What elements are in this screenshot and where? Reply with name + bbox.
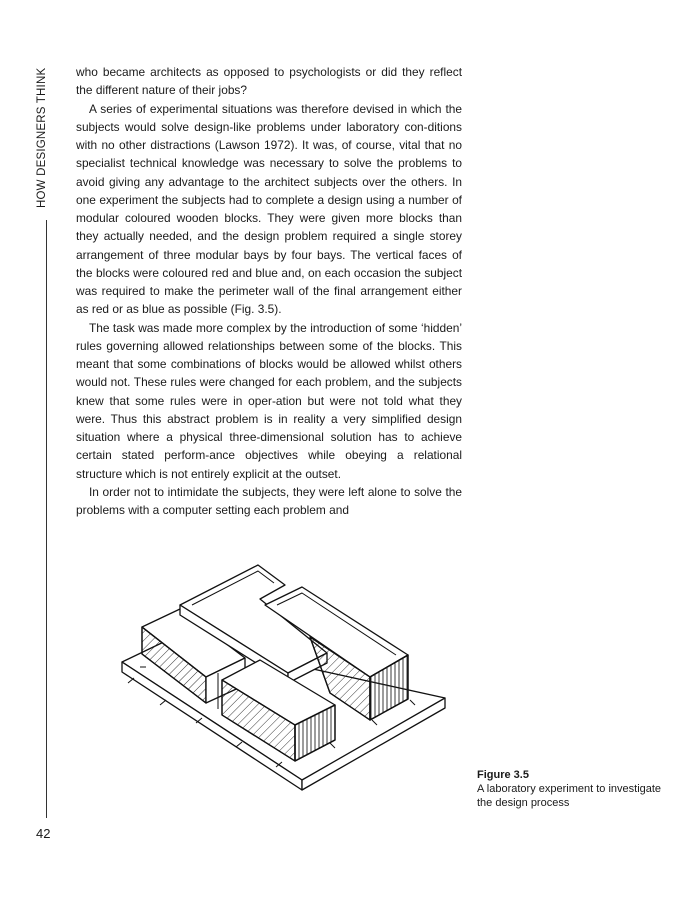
paragraph-2: A series of experimental situations was therefore devised in which the subjects would solve design-like problems under laboratory con-ditions with no other distractions (Lawson 1972). It was, of course, vital that no specialist technical knowledge was necessary to solve the problems to avoid giving any advantage to the architect subjects over the others. In one experiment the subjects had to complete a design using a number of modular coloured wooden blocks. They were given more blocks than they actually needed, and the design problem required a single storey arrangement of three modular bays by four bays. The vertical faces of the blocks were coloured red and blue and, on each occasion the subject was required to make the perimeter wall of the final arrangement either as red or as blue as possible (Fig. 3.5). (76, 101, 462, 317)
figure-caption-text: A laboratory experiment to investigate the design process (477, 783, 662, 809)
figure-label: Figure 3.5 (477, 769, 529, 781)
figure-illustration (110, 555, 470, 820)
block-arrangement-drawing (110, 555, 470, 820)
paragraph-4: In order not to intimidate the subjects, they were left alone to solve the problems with a computer setting each problem and (76, 484, 462, 517)
paragraph-1: who became architects as opposed to psychologists or did they reflect the different nature of their jobs? (76, 65, 462, 98)
paragraph-3: The task was made more complex by the introduction of some ‘hidden’ rules governing allowed relationships between some of the blocks. This meant that some combinations of blocks would be allowed whilst others would not. These rules were changed for each problem, and the subjects knew that some rules were in oper-ation but were not told what they were. Thus this abstract problem is in reality a very simplified design situation where a physical three-dimensional solution has to achieve certain stated perform-ance objectives while obeying a relational structure which is not entirely explicit at the outset. (76, 320, 462, 481)
figure-caption (477, 768, 677, 810)
running-head: HOW DESIGNERS THINK (36, 67, 48, 208)
margin-rule (46, 220, 47, 818)
body-text (76, 63, 462, 519)
page-number: 42 (36, 826, 51, 841)
